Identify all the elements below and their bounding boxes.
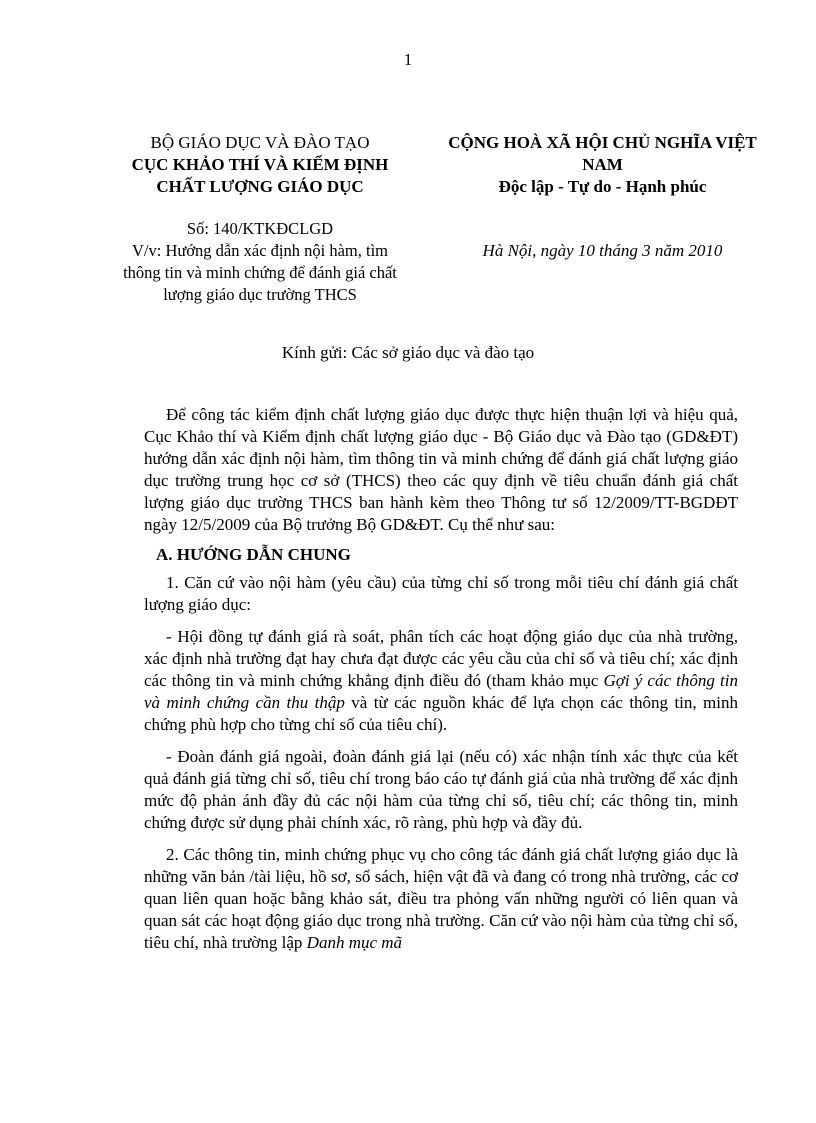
item-2-paragraph xyxy=(144,844,738,954)
ministry-name: BỘ GIÁO DỤC VÀ ĐÀO TẠO xyxy=(150,133,370,152)
bullet-2-paragraph: - Đoàn đánh giá ngoài, đoàn đánh giá lại (nếu có) xác nhận tính xác thực của kết quả đánh giá từng chỉ số, tiêu chí trong báo cáo tự đánh giá của nhà trường để xác định mức độ phản ánh đầy đủ các nội hàm của từng chỉ số, tiêu chí; các thông tin, minh chứng được sử dụng phải chính xác, rõ ràng, phù hợp và đầy đủ. xyxy=(144,747,738,832)
department-name-line1: CỤC KHẢO THÍ VÀ KIỂM ĐỊNH xyxy=(131,155,389,174)
document-body xyxy=(144,404,738,954)
subject-line3: lượng giáo dục trường THCS xyxy=(163,285,357,304)
issue-date: Hà Nội, ngày 10 tháng 3 năm 2010 xyxy=(482,241,723,260)
bullet-1-paragraph xyxy=(144,626,738,736)
item-2-italic-ref: Danh mục mã xyxy=(306,933,403,952)
item-1-paragraph: 1. Căn cứ vào nội hàm (yêu cầu) của từng chỉ số trong mỗi tiêu chí đánh giá chất lượng giáo dục: xyxy=(144,573,738,614)
recipient-line: Kính gửi: Các sở giáo dục và đào tạo xyxy=(281,343,535,362)
document-number: Số: 140/KTKĐCLGD xyxy=(186,219,334,238)
document-reference xyxy=(95,218,425,306)
motto: Độc lập - Tự do - Hạnh phúc xyxy=(498,177,707,196)
country-name-line1: CỘNG HOÀ XÃ HỘI CHỦ NGHĨA VIỆT xyxy=(448,133,757,152)
subject-line2: thông tin và minh chứng để đánh giá chất xyxy=(123,263,397,282)
bullet-1-text-b: và từ các nguồn khác để lựa chọn các thông tin, minh chứng phù hợp cho từng chỉ số của tiêu chí). xyxy=(144,693,738,734)
subject-line1: V/v: Hướng dẫn xác định nội hàm, tìm xyxy=(132,241,388,260)
item-2-text: 2. Các thông tin, minh chứng phục vụ cho công tác đánh giá chất lượng giáo dục là những văn bản /tài liệu, hồ sơ, sổ sách, hiện vật đã và đang có trong nhà trường, các cơ quan liên quan hoặc bằng khảo sát, điều tra phỏng vấn những người có liên quan và quan sát các hoạt động giáo dục trong nhà trường. Căn cứ vào nội hàm của từng chỉ số, tiêu chí, nhà trường lập xyxy=(144,845,738,952)
department-name-line2: CHẤT LƯỢNG GIÁO DỤC xyxy=(156,177,364,196)
bullet-1-italic-ref: Gợi ý các thông tin và minh chứng cần thu thập xyxy=(144,671,738,712)
intro-paragraph: Để công tác kiểm định chất lượng giáo dục được thực hiện thuận lợi và hiệu quả, Cục Khảo thí và Kiểm định chất lượng giáo dục - Bộ Giáo dục và Đào tạo (GD&ĐT) hướng dẫn xác định nội hàm, tìm thông tin và minh chứng để đánh giá chất lượng giáo dục trường trung học cơ sở (THCS) theo các quy định về tiêu chuẩn đánh giá chất lượng giáo dục trường THCS ban hành kèm theo Thông tư số 12/2009/TT-BGDĐT ngày 12/5/2009 của Bộ trưởng Bộ GD&ĐT. Cụ thể như sau: xyxy=(144,405,738,534)
issuing-agency-header xyxy=(95,132,425,198)
section-a-heading: A. HƯỚNG DẪN CHUNG xyxy=(156,545,351,564)
page-number: 1 xyxy=(403,50,413,69)
national-motto-header xyxy=(425,132,780,198)
bullet-1-text-a: - Hội đồng tự đánh giá rà soát, phân tích các hoạt động giáo dục của nhà trường, xác định nhà trường đạt hay chưa đạt được các yêu cầu của chỉ số và tiêu chí; xác định các thông tin và minh chứng khẳng định điều đó (tham khảo mục xyxy=(144,627,738,690)
country-name-line2: NAM xyxy=(582,155,623,174)
